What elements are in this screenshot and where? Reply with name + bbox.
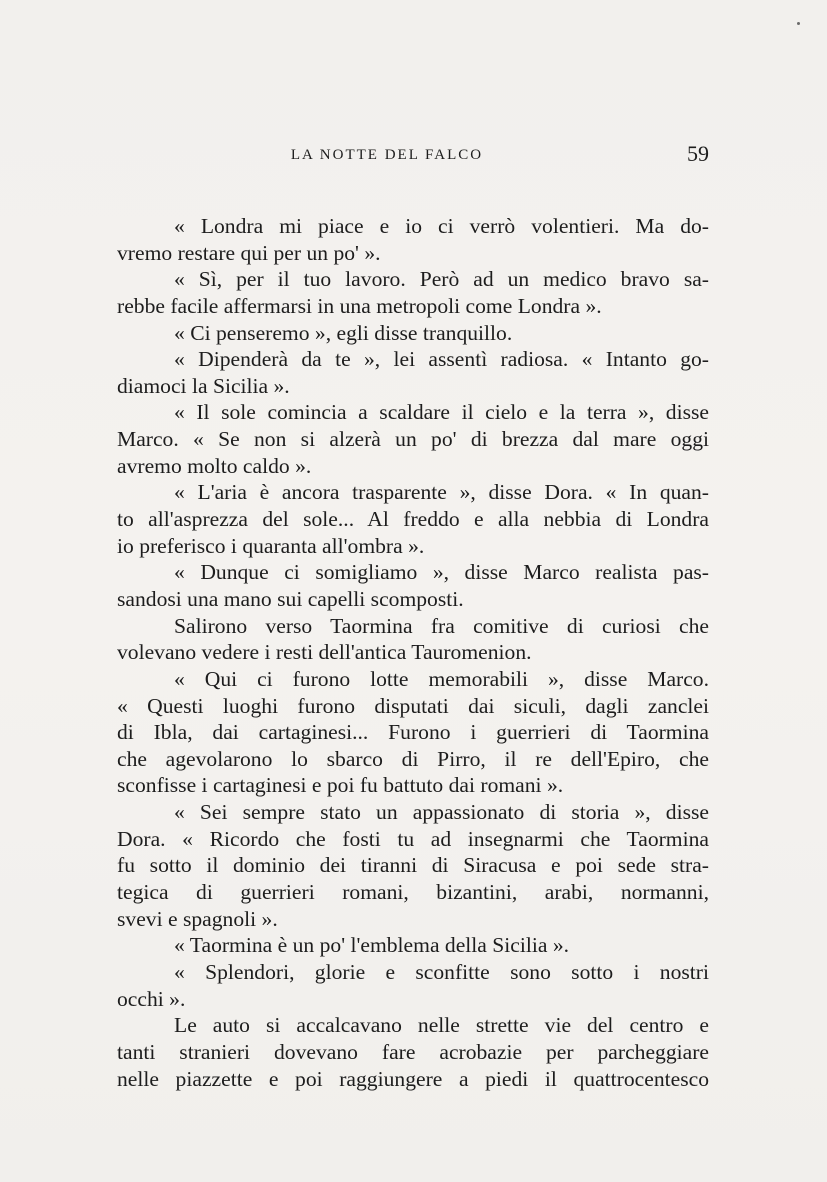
text-line: « Londra mi piace e io ci verrò volentieri. Ma do- — [174, 214, 709, 238]
running-title: LA NOTTE DEL FALCO — [290, 147, 484, 163]
text-line: « Splendori, glorie e sconfitte sono sotto i nostri — [174, 959, 709, 984]
text-line: « L'aria è ancora trasparente », disse Dora. « In quan- — [174, 480, 709, 505]
text-line: vremo restare qui per un po' ». — [117, 240, 381, 265]
text-line: to all'asprezza del sole... Al freddo e alla nebbia di Londra — [117, 507, 709, 532]
text-line: « Taormina è un po' l'emblema della Sicilia ». — [174, 933, 570, 958]
text-line: che agevolarono lo sbarco di Pirro, il re dell'Epiro, che — [117, 746, 709, 771]
text-line: « Qui ci furono lotte memorabili », disse Marco. — [174, 666, 709, 691]
paper-speck — [797, 22, 800, 25]
text-line: « Questi luoghi furono disputati dai siculi, dagli zanclei — [117, 693, 709, 718]
text-line: Marco. « Se non si alzerà un po' di brezza dal mare oggi — [117, 427, 709, 452]
text-line: io preferisco i quaranta all'ombra ». — [117, 533, 425, 558]
page-number: 59 — [687, 141, 709, 166]
text-line: occhi ». — [117, 986, 186, 1011]
text-line: Salirono verso Taormina fra comitive di curiosi che — [174, 613, 709, 638]
text-line: fu sotto il dominio dei tiranni di Siracusa e poi sede stra- — [117, 853, 709, 878]
text-line: « Sì, per il tuo lavoro. Però ad un medico bravo sa- — [174, 267, 709, 292]
text-line: svevi e spagnoli ». — [117, 906, 278, 931]
text-line: diamoci la Sicilia ». — [117, 373, 290, 398]
text-line: « Ci penseremo », egli disse tranquillo. — [174, 320, 513, 345]
text-line: Dora. « Ricordo che fosti tu ad insegnarmi che Taormina — [117, 826, 709, 851]
text-line: « Dipenderà da te », lei assentì radiosa. « Intanto go- — [174, 347, 709, 372]
text-line: « Il sole comincia a scaldare il cielo e la terra », disse — [174, 400, 709, 425]
text-line: « Sei sempre stato un appassionato di storia », disse — [174, 800, 709, 825]
text-line: rebbe facile affermarsi in una metropoli come Londra ». — [117, 293, 602, 318]
text-line: di Ibla, dai cartaginesi... Furono i guerrieri di Taormina — [117, 720, 709, 745]
text-line: tegica di guerrieri romani, bizantini, arabi, normanni, — [117, 880, 709, 905]
text-line: avremo molto caldo ». — [117, 453, 312, 478]
text-line: volevano vedere i resti dell'antica Tauromenion. — [117, 640, 532, 665]
body-text — [117, 213, 709, 1092]
text-line: « Dunque ci somigliamo », disse Marco realista pas- — [174, 560, 709, 585]
text-line: sandosi una mano sui capelli scomposti. — [117, 586, 464, 611]
text-line: sconfisse i cartaginesi e poi fu battuto dai romani ». — [117, 773, 564, 798]
running-head — [117, 143, 709, 167]
text-line: tanti stranieri dovevano fare acrobazie per parcheggiare — [117, 1039, 709, 1064]
text-line: nelle piazzette e poi raggiungere a piedi il quattrocentesco — [117, 1066, 709, 1091]
text-line: Le auto si accalcavano nelle strette vie del centro e — [174, 1013, 709, 1038]
